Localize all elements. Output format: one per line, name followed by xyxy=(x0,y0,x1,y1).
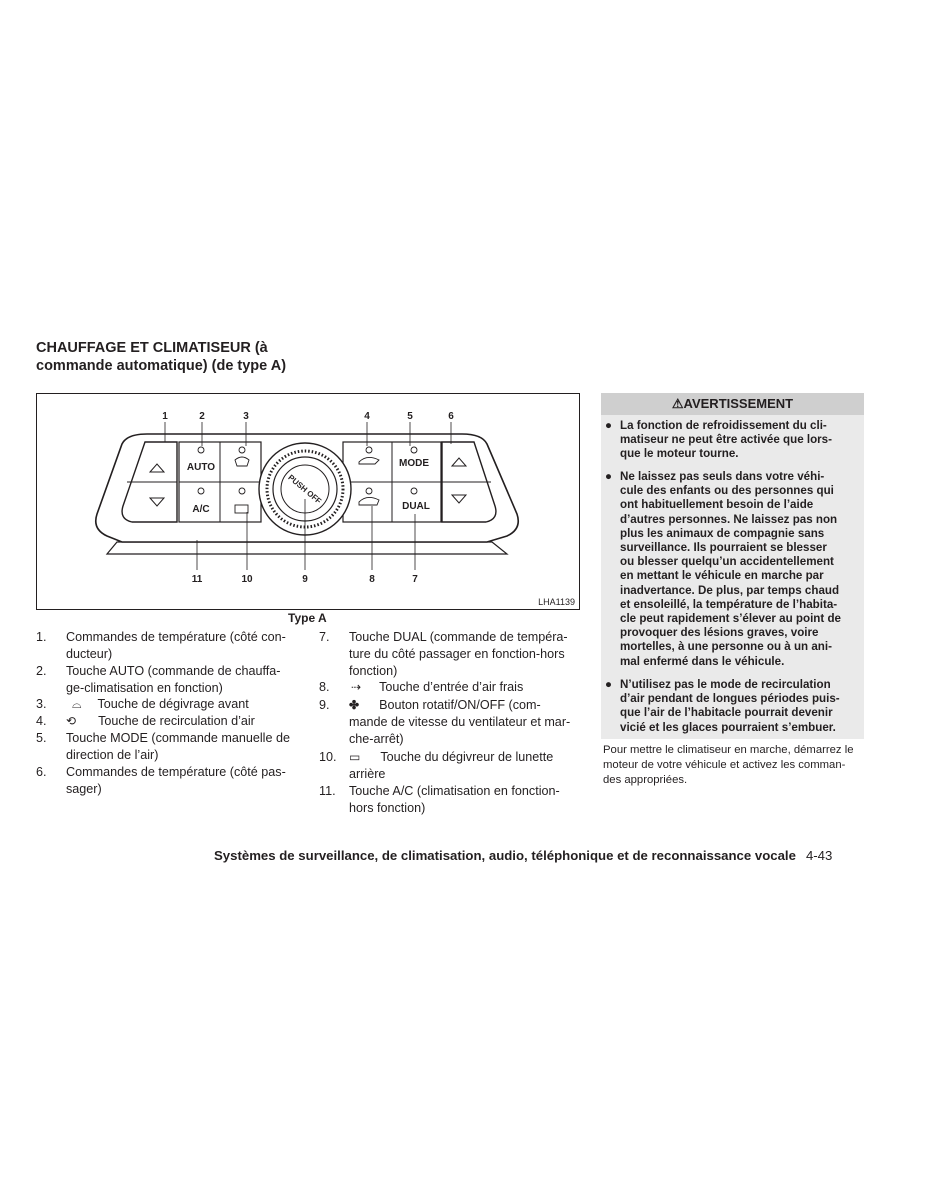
callout-11: 11 xyxy=(191,574,203,585)
fan-icon: ✤ xyxy=(349,698,360,712)
defrost-front-icon: ⌓ xyxy=(72,697,82,711)
warning-box: ⚠AVERTISSEMENT ● La fonction de refroidissement du cli- matiseur ne peut être activée que lors- que le moteur tourne. ● Ne laissez pas seuls dans votre véhi- cule des enfants ou des personnes qui ont habituellement besoin de l’aide d’autres personnes. Ne laissez pas non plus les animaux de compagnie sans surveillance. Ils pourraient se blesser ou blesser quelqu’un accidentellement en mettant le véhicule en marche par inadvertance. De plus, par temps chaud et ensoleillé, la température de l’habita- cle peut rapidement s’élever au point de provoquer des lésions graves, voire mortelles, à une personne ou à un ani- mal enfermé dans le véhicule. ● N’utilisez pas le mode de recirculation d’air pendant de longues périodes puis- que l’air de l’habitacle pourrait devenir vicié et les glaces pourraient s’embuer. xyxy=(601,393,864,739)
callout-2: 2 xyxy=(199,411,205,422)
callout-4: 4 xyxy=(364,411,370,422)
callout-9: 9 xyxy=(302,574,308,585)
callout-1: 1 xyxy=(162,411,168,422)
climate-panel-figure xyxy=(36,393,580,610)
fresh-air-icon: ⇢ xyxy=(351,680,362,694)
intro-paragraph: Pour mettre le climatiseur en marche, démarrez le moteur de votre véhicule et activez les comman- des appropriées. xyxy=(603,744,854,786)
callout-5: 5 xyxy=(407,411,413,422)
callout-7: 7 xyxy=(412,574,418,585)
callout-6: 6 xyxy=(448,411,454,422)
section-title xyxy=(36,339,456,375)
figure-caption: Type A xyxy=(288,611,327,625)
rear-defrost-icon: ▭ xyxy=(349,750,361,764)
callout-3: 3 xyxy=(243,411,249,422)
warning-title: AVERTISSEMENT xyxy=(683,396,794,411)
section-title-line2: commande automatique) (de type A) xyxy=(36,358,287,374)
knob-push-off-label: PUSH OFF xyxy=(286,472,324,506)
warning-header xyxy=(601,393,864,415)
climate-panel-illustration xyxy=(37,394,581,611)
ac-button-label: A/C xyxy=(192,504,210,515)
recirculation-icon: ⟲ xyxy=(66,714,77,728)
auto-button-label: AUTO xyxy=(186,462,216,473)
footer-chapter-title: Systèmes de surveillance, de climatisation, audio, téléphonique et de reconnaissance vocale xyxy=(214,848,796,863)
section-title-line1: CHAUFFAGE ET CLIMATISEUR (à xyxy=(36,340,268,356)
callout-10: 10 xyxy=(241,574,253,585)
mode-button-label: MODE xyxy=(399,458,429,469)
page-number: 4-43 xyxy=(805,848,833,863)
dual-button-label: DUAL xyxy=(402,501,430,512)
figure-id: LHA1139 xyxy=(538,597,575,607)
callout-8: 8 xyxy=(369,574,375,585)
warning-triangle-icon: ⚠ xyxy=(671,396,684,411)
page-footer xyxy=(214,848,864,863)
